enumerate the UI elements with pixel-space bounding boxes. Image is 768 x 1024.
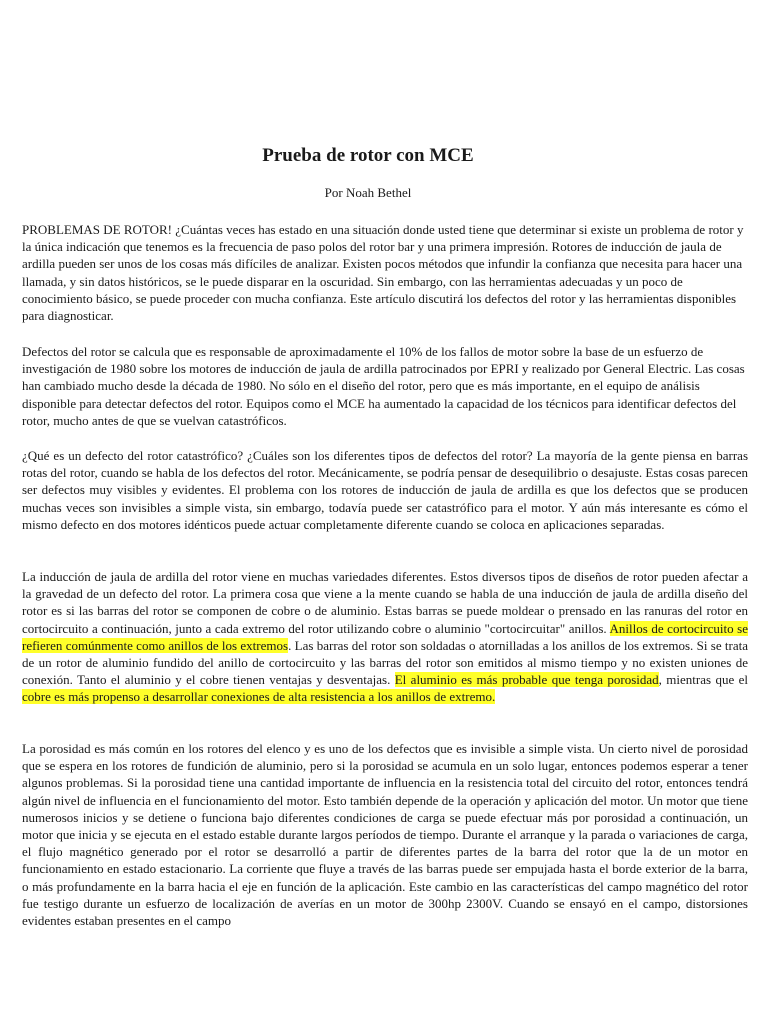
paragraph-text-segment: , mientras que el [658, 672, 749, 688]
highlighted-text: El aluminio es más probable que tenga porosidad [394, 672, 659, 688]
paragraph-text-segment: . Las barras del rotor son soldadas o atornilladas a los anillos de los extremos. Si se trata de un rotor de aluminio fundido del anillo de cortocircuito y las barras del rotor son emitidos al mismo tiempo y no existen uniones de conexión. Tanto el aluminio y el cobre tienen ventajas y desventajas. [22, 637, 748, 688]
paragraph-rotor-problems: PROBLEMAS DE ROTOR! ¿Cuántas veces has estado en una situación donde usted tiene que determinar si existe un problema de rotor y la única indicación que tenemos es la frecuencia de paso polos del rotor bar y una primera impresión. Rotores de inducción de jaula de ardilla pueden ser unos de los cosas más difíciles de analizar. Existen pocos métodos que infundir la confianza que necesita para hacer una llamada, y sin datos históricos, se le puede disparar en la oscuridad. Sin embargo, con las herramientas adecuadas y un poco de conocimiento básico, se puede proceder con mucha confianza. Este artículo discutirá los defectos del rotor y las herramientas disponibles para diagnosticar. [22, 222, 744, 324]
paragraph-squirrel-cage-designs [22, 568, 748, 706]
document-title: Prueba de rotor con MCE [262, 145, 474, 166]
highlighted-text: cobre es más propenso a desarrollar conexiones de alta resistencia a los anillos de extremo. [22, 689, 496, 705]
paragraph-rotor-defects-statistics: Defectos del rotor se calcula que es responsable de aproximadamente el 10% de los fallos de motor sobre la base de un esfuerzo de investigación de 1980 sobre los motores de inducción de jaula de ardilla patrocinados por EPRI y realizado por General Electric. Las cosas han cambiado mucho desde la década de 1980. No sólo en el diseño del rotor, pero que es más importante, en el equipo de análisis disponible para detectar defectos del rotor. Equipos como el MCE ha aumentado la capacidad de los técnicos para identificar defectos del rotor, mucho antes de que se vuelvan catastróficos. [22, 344, 745, 428]
paragraph-text-segment: La inducción de jaula de ardilla del rotor viene en muchas variedades diferentes. Estos diversos tipos de diseños de rotor pueden afectar a la gravedad de un defecto del rotor. La primera cosa que viene a la mente cuando se habla de una inducción de jaula de ardilla diseño del rotor es si las barras del rotor se componen de cobre o de aluminio. Estas barras se puede moldear o prensado en las ranuras del rotor en cortocircuito a continuación, junto a cada extremo del rotor utilizando cobre o aluminio "cortocircuitar" anillos. [22, 569, 748, 636]
paragraph-porosity: La porosidad es más común en los rotores del elenco y es uno de los defectos que es invisible a simple vista. Un cierto nivel de porosidad que se espera en los rotores de fundición de aluminio, pero si la porosidad se acumula en un solo lugar, entonces podemos esperar a tener algunos problemas. Si la porosidad tiene una cantidad importante de influencia en la resistencia total del circuito del rotor, entonces tendrá algún nivel de influencia en el funcionamiento del motor. Esto también depende de la operación y aplicación del motor. Un motor que tiene numerosos inicios y se detiene o funciona bajo diferentes condiciones de carga se puede efectuar más por porosidad a continuación, un motor que inicia y se ejecuta en el estado estable durante largos períodos de tiempo. Durante el arranque y la parada o variaciones de carga, el flujo magnético generado por el rotor se desarrolló a partir de diferentes partes de la barra del rotor que la de un motor en funcionamiento en estado estacionario. La corriente que fluye a través de las barras puede ser empujada hasta el borde exterior de la barra, o más profundamente en la barra hacia el eje en función de la aplicación. Este cambio en las características del campo magnético del rotor fue testigo durante un esfuerzo de localización de averías en un motor de 300hp 2300V. Cuando se ensayó en el campo, distorsiones evidentes estaban presentes en el campo [22, 741, 748, 929]
paragraph-catastrophic-defect: ¿Qué es un defecto del rotor catastrófico? ¿Cuáles son los diferentes tipos de defectos del rotor? La mayoría de la gente piensa en barras rotas del rotor, cuando se habla de los defectos del rotor. Mecánicamente, se podría pensar de desequilibrio o desajuste. Estas cosas parecen ser defectos muy visibles y evidentes. El problema con los rotores de inducción de jaula de ardilla es que los defectos que se producen muchas veces son invisibles a simple vista, sin embargo, todavía puede ser catastrófico para el motor. Y aún más interesante es cómo el mismo defecto en dos motores idénticos puede actuar completamente diferente cuando se coloca en aplicaciones separadas. [22, 448, 748, 532]
highlighted-text: Anillos de cortocircuito se refieren comúnmente como anillos de los extremos [22, 620, 748, 653]
document-byline: Por Noah Bethel [324, 185, 412, 200]
